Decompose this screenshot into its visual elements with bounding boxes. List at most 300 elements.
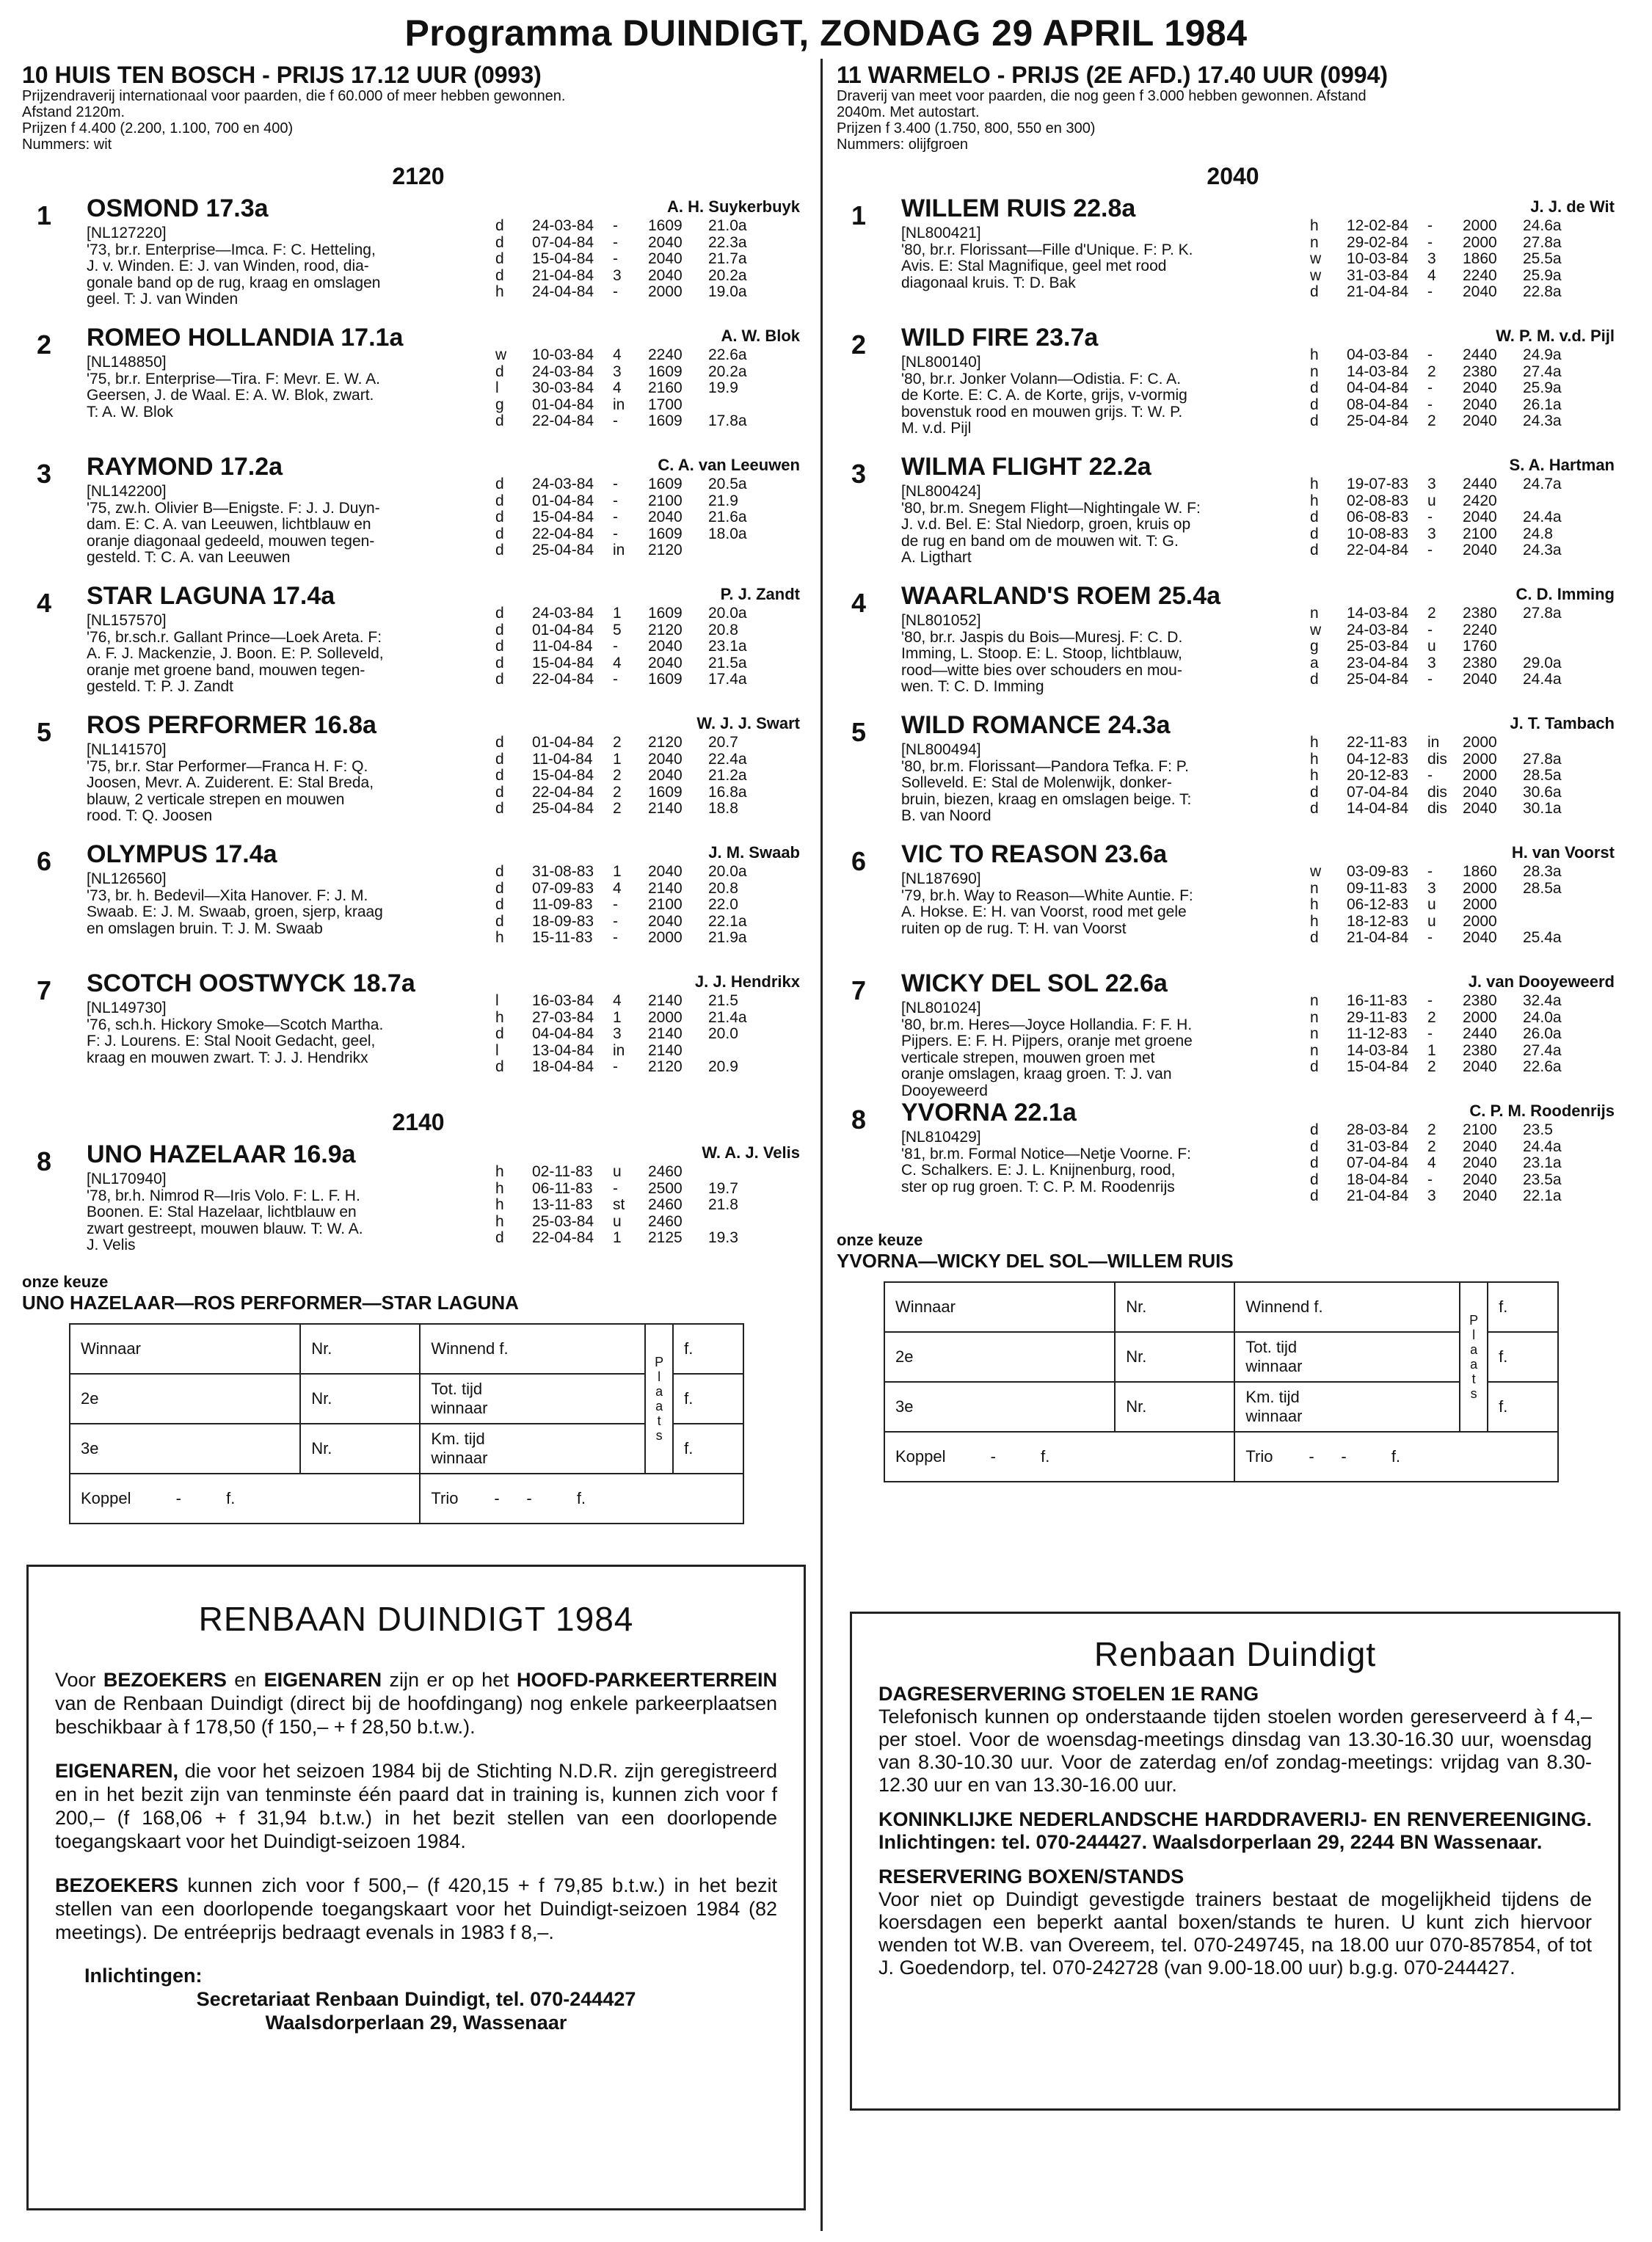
- result-cell: 19-07-83: [1347, 476, 1409, 492]
- result-cell: d: [495, 621, 504, 638]
- horse-info-line: Joosen, Mevr. A. Zuiderent. E: Stal Breda,: [87, 774, 374, 791]
- result-cell: h: [495, 929, 504, 946]
- horse-trainer: C. P. M. Roodenrijs: [1469, 1102, 1615, 1120]
- result-cell: 20.5a: [708, 476, 747, 492]
- horse-info-line: zwart gestreept, mouwen blauw. T: W. A.: [87, 1220, 363, 1237]
- result-cell: 07-04-84: [1347, 783, 1409, 801]
- result-cell: w: [1310, 621, 1322, 638]
- result-cell: 23.5: [1523, 1121, 1553, 1138]
- result-form-row: [70, 1424, 743, 1474]
- owners-paragraph: EIGENAREN, die voor het seizoen 1984 bij de Stichting N.D.R. zijn geregistreerd en in het bezit zijn van tenminste één paard dat in training is, kunnen zich voor f 200,– (f 168,06 + f 31,94 b.t.w.) in het bezit stellen van een doorlopende toegangskaart voor het Duindigt-seizoen 1984.: [55, 1760, 777, 1852]
- result-cell: 2100: [1463, 1121, 1497, 1138]
- result-cell: d: [495, 476, 504, 492]
- horse-info-line: gonale band op de rug, kraag en omslagen: [87, 274, 381, 291]
- horse-info-line: [NL800140]: [901, 354, 981, 371]
- seat-reservation: DAGRESERVERING STOELEN 1E RANG Telefonisch kunnen op onderstaande tijden stoelen worden gereserveerd à f 4,– per stoel. Voor de woensdag-meetings dinsdag van 13.30-16.30 uur, woensdag van 8.30-10.30 uur. Voor de zaterdag en/of zondag-meetings: vrijdag van 8.30-12.30 uur en van 13.30-16.00 uur.: [878, 1683, 1592, 1796]
- result-cell: 1: [613, 750, 622, 768]
- horse-info-line: ster op rug groen. T: C. P. M. Roodenrijs: [901, 1178, 1175, 1195]
- trio-label: Trio: [1245, 1447, 1273, 1466]
- result-cell: 2040: [648, 654, 683, 671]
- horse-info-line: wen. T: C. D. Imming: [901, 678, 1044, 695]
- horse-info-line: dam. E: C. A. van Leeuwen, lichtblauw en: [87, 516, 371, 533]
- race-description-line: Afstand 2120m.: [22, 104, 125, 120]
- result-cell: dis: [1427, 783, 1447, 801]
- horse-results: [1310, 218, 1633, 301]
- result-cell: 25.9a: [1523, 266, 1562, 284]
- horse-info: [901, 484, 1312, 567]
- result-cell: 04-04-84: [532, 1025, 594, 1042]
- result-cell: 20.8: [708, 879, 738, 897]
- result-cell: 2040: [648, 912, 683, 930]
- horse-entry: [22, 194, 815, 324]
- result-cell: 1609: [648, 605, 683, 622]
- result-cell: -: [1427, 767, 1433, 784]
- result-cell: 1609: [648, 525, 683, 542]
- result-cell: [1523, 914, 1604, 931]
- result-row: [495, 622, 818, 639]
- contact-line-1: Secretariaat Renbaan Duindigt, tel. 070-244427: [196, 1988, 636, 2010]
- result-cell: 31-03-84: [1347, 266, 1409, 284]
- koppel-label: Koppel: [895, 1447, 946, 1466]
- result-cell: 21-04-84: [1347, 1187, 1409, 1204]
- horse-results: [495, 218, 818, 301]
- result-row: [495, 509, 818, 526]
- result-cell: -: [613, 929, 618, 946]
- horse-trainer: A. W. Blok: [721, 327, 800, 345]
- result-cell: 07-04-84: [1347, 1154, 1409, 1171]
- result-row: [495, 881, 818, 898]
- result-row: [495, 671, 818, 688]
- result-cell: 31-03-84: [1347, 1138, 1409, 1155]
- result-cell: [708, 397, 789, 414]
- result-row: [1310, 735, 1633, 751]
- result-cell: 21.9: [708, 492, 738, 509]
- result-cell: 07-09-83: [532, 879, 594, 897]
- result-row: [1310, 1010, 1633, 1027]
- result-row: [1310, 397, 1633, 414]
- result-cell: 2460: [648, 1212, 683, 1230]
- result-row: [495, 1026, 818, 1043]
- race-description-line: 2040m. Met autostart.: [837, 104, 980, 120]
- result-cell: 2: [1427, 1008, 1436, 1026]
- result-cell: [1523, 638, 1604, 655]
- result-cell: 19.7: [708, 1179, 738, 1197]
- horse-info-line: Pijpers. E: F. H. Pijpers, oranje met groene: [901, 1033, 1193, 1049]
- horse-trainer: J. M. Swaab: [708, 843, 800, 862]
- plaats-letter: a: [655, 1399, 663, 1413]
- result-cell: g: [1310, 638, 1319, 655]
- result-cell: 19.9: [708, 379, 738, 396]
- race-description-line: Nummers: olijfgroen: [837, 137, 968, 153]
- result-row: [495, 785, 818, 801]
- horse-info-line: Dooyeweerd: [901, 1082, 988, 1099]
- result-cell: -: [613, 671, 618, 688]
- result-form-row: [884, 1332, 1558, 1382]
- result-cell: 2040: [648, 233, 683, 251]
- result-cell: 27.8a: [1523, 605, 1562, 622]
- horse-info-line: J. Velis: [87, 1237, 136, 1253]
- result-row: [495, 655, 818, 672]
- result-cell: u: [1427, 638, 1436, 655]
- result-cell: 2: [1427, 1058, 1436, 1075]
- result-cell: -: [1427, 509, 1433, 525]
- horse-info: [901, 354, 1312, 437]
- result-row: [1310, 785, 1633, 801]
- result-cell: 2040: [648, 750, 683, 768]
- box-reservation: RESERVERING BOXEN/STANDS Voor niet op Duindigt gevestigde trainers bestaat de mogelijkheid tijdens de koersdagen een beperkt aantal boxen/stands te huren. U kunt zich hiervoor wenden tot W.B. van Overeem, tel. 070-249745, na 18.00 uur 070-857854, of tot J. Goedendorp, tel. 070-242728 (van 9.00-18.00 uur) b.g.g. 070-244427.: [878, 1866, 1592, 1979]
- result-cell: 2120: [648, 621, 683, 638]
- contact-heading: Inlichtingen:: [84, 1965, 203, 1987]
- horse-number: 2: [37, 330, 52, 360]
- horse-number: 7: [851, 975, 867, 1005]
- result-cell: 2040: [1463, 671, 1497, 688]
- horse-info-line: F: J. Lourens. E: Stal Nooit Gedacht, geel,: [87, 1033, 376, 1049]
- result-cell: -: [1427, 217, 1433, 234]
- result-cell: d: [1310, 671, 1319, 688]
- plaats-letter: l: [658, 1369, 661, 1384]
- horse-results: [495, 605, 818, 688]
- horse-info-line: [NL141570]: [87, 741, 167, 758]
- result-cell: 13-04-84: [532, 1041, 594, 1059]
- horse-number: 1: [37, 200, 52, 230]
- result-cell: 18.0a: [708, 525, 747, 542]
- horse-info-line: Boonen. E: Stal Hazelaar, lichtblauw en: [87, 1204, 357, 1220]
- result-cell: g: [495, 396, 504, 413]
- result-cell: 30.1a: [1523, 800, 1562, 817]
- horse-info-line: oranje diagonaal gedeeld, mouwen tegen-: [87, 532, 375, 550]
- result-cell: 2380: [1463, 363, 1497, 380]
- result-row: [1310, 801, 1633, 818]
- result-cell: 24.3a: [1523, 542, 1562, 558]
- result-cell: 10-08-83: [1347, 525, 1409, 542]
- result-cell: 2040: [1463, 379, 1497, 396]
- result-cell: 30-03-84: [532, 379, 594, 396]
- horse-number: 6: [37, 846, 52, 876]
- result-cell: 21.0a: [708, 217, 747, 234]
- result-cell: 20-12-83: [1347, 767, 1409, 784]
- result-cell: [1523, 735, 1604, 751]
- horse-entry: [837, 969, 1629, 1099]
- result-cell: 4: [613, 992, 622, 1009]
- result-cell: 27.8a: [1523, 233, 1562, 251]
- horse-results: [1310, 476, 1633, 559]
- horse-info: [87, 871, 498, 937]
- result-cell: 3: [1427, 654, 1436, 671]
- horse-info-line: '78, br.h. Nimrod R—Iris Volo. F: L. F. H.: [87, 1187, 360, 1204]
- result-cell: h: [1310, 896, 1319, 913]
- result-cell: 29-11-83: [1347, 1008, 1408, 1026]
- horse-results: [495, 1164, 818, 1247]
- result-cell: 28.5a: [1523, 767, 1562, 784]
- result-cell: 23-04-84: [1347, 654, 1409, 671]
- result-cell: 4: [613, 879, 622, 897]
- horse-trainer: H. van Voorst: [1511, 843, 1615, 862]
- result-cell: d: [495, 525, 504, 542]
- result-row: [1310, 1188, 1633, 1205]
- horse-info-line: '80, br.r. Jaspis du Bois—Muresj. F: C. D.: [901, 628, 1183, 646]
- result-cell: 2140: [648, 1025, 683, 1042]
- result-cell: st: [613, 1196, 625, 1213]
- result-cell: -: [1427, 1025, 1433, 1042]
- koppel-amount: - f.: [945, 1447, 1050, 1466]
- result-row: [1310, 1026, 1633, 1043]
- result-cell: 14-03-84: [1347, 605, 1409, 622]
- result-cell: d: [1310, 783, 1319, 801]
- result-cell: 06-11-83: [532, 1179, 593, 1197]
- result-cell: 1: [613, 1008, 622, 1026]
- result-cell: 2040: [648, 266, 683, 284]
- result-row: [495, 1181, 818, 1198]
- result-cell: d: [495, 217, 504, 234]
- result-cell: 15-04-84: [1347, 1058, 1409, 1075]
- horse-info: [87, 613, 498, 696]
- result-cell: n: [1310, 992, 1319, 1009]
- horse-name: SCOTCH OOSTWYCK 18.7a: [87, 969, 415, 997]
- result-cell: h: [495, 1212, 504, 1230]
- result-cell: -: [613, 492, 618, 509]
- result-cell: h: [1310, 912, 1319, 930]
- result-cell: 15-04-84: [532, 767, 594, 784]
- result-cell: 2040: [648, 767, 683, 784]
- result-cell: u: [1427, 912, 1436, 930]
- result-cell: h: [495, 1008, 504, 1026]
- result-cell: 22.8a: [1523, 283, 1562, 300]
- result-cell: 16-11-83: [1347, 992, 1408, 1009]
- result-cell: 18-09-83: [532, 912, 594, 930]
- result-cell: 1860: [1463, 250, 1497, 267]
- horse-entry: [22, 969, 815, 1099]
- result-cell: 2000: [1463, 217, 1497, 234]
- race-description-line: Nummers: wit: [22, 137, 112, 153]
- result-cell: d: [495, 863, 504, 880]
- plaats-letter: a: [1470, 1342, 1478, 1357]
- result-cell: 22-04-84: [532, 412, 594, 429]
- horse-info-line: '81, br.m. Formal Notice—Netje Voorne. F:: [901, 1145, 1191, 1162]
- horse-name: OLYMPUS 17.4a: [87, 840, 277, 868]
- horse-info-line: '80, br.r. Jonker Volann—Odistia. F: C. A.: [901, 370, 1182, 387]
- horse-name: WAARLAND'S ROEM 25.4a: [901, 582, 1221, 610]
- result-cell: d: [495, 542, 504, 558]
- horse-results: [1310, 605, 1633, 688]
- horse-name: UNO HAZELAAR 16.9a: [87, 1140, 356, 1168]
- result-cell: 2120: [648, 542, 683, 558]
- result-cell: 06-08-83: [1347, 509, 1409, 525]
- horse-info-line: '79, br.h. Way to Reason—White Auntie. F:: [901, 887, 1193, 904]
- horse-results: [1310, 347, 1633, 430]
- plaats-letter: l: [1472, 1328, 1476, 1342]
- result-cell: 17.4a: [708, 671, 747, 688]
- result-form-bottom-row: [70, 1474, 743, 1524]
- result-row: [1310, 1172, 1633, 1189]
- result-cell: l: [495, 992, 499, 1009]
- result-cell: 24-03-84: [1347, 621, 1409, 638]
- result-row: [495, 1164, 818, 1181]
- result-cell: [708, 542, 789, 559]
- result-cell: h: [1310, 734, 1319, 751]
- result-row: [495, 1230, 818, 1247]
- plaats-letter: s: [655, 1428, 663, 1443]
- result-cell: 2040: [1463, 1058, 1497, 1075]
- result-cell: 25-03-84: [1347, 638, 1409, 655]
- result-cell: d: [1310, 1171, 1319, 1188]
- result-cell: 3: [1427, 879, 1436, 897]
- result-row: [495, 605, 818, 622]
- horse-info-line: verticale strepen, mouwen groen met: [901, 1049, 1155, 1066]
- renbaan-1984-box: [26, 1565, 806, 2210]
- result-cell: [708, 1164, 789, 1181]
- result-cell: 2040: [1463, 1187, 1497, 1204]
- horse-name: OSMOND 17.3a: [87, 194, 269, 222]
- plaats-letter: a: [655, 1384, 663, 1399]
- result-cell: 3: [613, 266, 622, 284]
- visitors-paragraph: BEZOEKERS kunnen zich voor f 500,– (f 420,15 + f 79,85 b.t.w.) in het bezit stellen van een doorlopende toegangskaart voor het Duindigt-seizoen 1984 (82 meetings). De entréeprijs bedraagt evenals in 1983 f 8,–.: [55, 1874, 777, 1943]
- result-row: [1310, 751, 1633, 768]
- result-cell: d: [495, 250, 504, 267]
- horse-name: WILLEM RUIS 22.8a: [901, 194, 1136, 222]
- result-form-field-line: winnaar: [431, 1449, 488, 1467]
- result-cell: 2040: [1463, 1171, 1497, 1188]
- result-row: [1310, 235, 1633, 252]
- horse-info-line: Solleveld. E: Stal de Molenwijk, donker-: [901, 774, 1172, 791]
- result-cell: d: [495, 671, 504, 688]
- result-cell: n: [1310, 879, 1319, 897]
- result-cell: -: [1427, 621, 1433, 638]
- result-cell: 04-04-84: [1347, 379, 1409, 396]
- result-cell: 2140: [648, 879, 683, 897]
- result-form-nr: Nr.: [1115, 1382, 1234, 1432]
- association-info: KONINKLIJKE NEDERLANDSCHE HARDDRAVERIJ- EN RENVEREENIGING. Inlichtingen: tel. 070-244427. Waalsdorperlaan 29, 2244 BN Wassenaar.: [878, 1808, 1592, 1853]
- result-cell: 01-04-84: [532, 621, 594, 638]
- horse-info: [87, 1000, 498, 1066]
- result-cell: u: [1427, 896, 1436, 913]
- result-cell: d: [495, 509, 504, 525]
- horse-info-line: geel. T: J. van Winden: [87, 291, 239, 307]
- horse-info-line: '80, br.m. Snegem Flight—Nightingale W. F:: [901, 499, 1201, 517]
- result-cell: 20.2a: [708, 363, 747, 380]
- result-row: [1310, 1059, 1633, 1076]
- horse-number: 5: [851, 717, 867, 747]
- horse-results: [495, 864, 818, 947]
- result-cell: -: [1427, 1171, 1433, 1188]
- result-row: [495, 768, 818, 785]
- onze-keuze-picks: YVORNA—WICKY DEL SOL—WILLEM RUIS: [837, 1250, 1234, 1272]
- horse-info: [901, 225, 1312, 291]
- result-cell: 2460: [648, 1196, 683, 1213]
- result-form-field-line: Km. tijd: [1245, 1388, 1300, 1406]
- horse-results: [495, 735, 818, 818]
- horse-entry: [837, 582, 1629, 711]
- horse-info-line: bruin, biezen, kraag en omslagen beige. T:: [901, 790, 1192, 808]
- result-cell: 07-04-84: [532, 233, 594, 251]
- horse-entry: [22, 1140, 815, 1270]
- result-form-amount: f.: [1488, 1332, 1558, 1382]
- contact-line-2: Waalsdorperlaan 29, Wassenaar: [265, 2012, 567, 2034]
- result-row: [495, 1214, 818, 1231]
- result-cell: 2100: [648, 492, 683, 509]
- horse-info: [87, 225, 498, 308]
- result-cell: -: [613, 1058, 618, 1075]
- result-cell: 1: [613, 863, 622, 880]
- horse-info: [87, 742, 498, 825]
- result-row: [495, 1043, 818, 1060]
- result-cell: 01-04-84: [532, 734, 594, 751]
- horse-info: [87, 484, 498, 567]
- result-form-table: [69, 1323, 744, 1524]
- result-cell: h: [495, 283, 504, 300]
- result-row: [495, 1197, 818, 1214]
- trio-label: Trio: [431, 1489, 459, 1507]
- result-cell: in: [1427, 734, 1440, 751]
- result-cell: 11-04-84: [532, 750, 593, 768]
- horse-info-line: [NL810429]: [901, 1129, 981, 1146]
- result-cell: in: [613, 542, 625, 558]
- horse-info-line: A. Hokse. E: H. van Voorst, rood met gele: [901, 903, 1187, 920]
- result-cell: -: [613, 217, 618, 234]
- result-cell: -: [613, 283, 618, 300]
- result-cell: 02-11-83: [532, 1163, 593, 1180]
- horse-info-line: B. van Noord: [901, 807, 991, 824]
- result-cell: 3: [1427, 250, 1436, 267]
- result-cell: 26.0a: [1523, 1025, 1562, 1042]
- result-cell: 20.0a: [708, 863, 747, 880]
- result-cell: 17.8a: [708, 412, 747, 429]
- horse-name: WILD FIRE 23.7a: [901, 324, 1099, 352]
- result-row: [495, 914, 818, 931]
- result-cell: 21.5: [708, 992, 738, 1009]
- result-cell: 14-04-84: [1347, 800, 1409, 817]
- result-cell: 24.8: [1523, 525, 1553, 542]
- result-cell: 2120: [648, 1058, 683, 1075]
- horse-info-line: '80, br.m. Heres—Joyce Hollandia. F: F. H.: [901, 1016, 1193, 1033]
- result-row: [495, 493, 818, 510]
- result-cell: d: [495, 605, 504, 622]
- horse-info-line: ruiten op de rug. T: H. van Voorst: [901, 920, 1127, 937]
- result-cell: 24-04-84: [532, 283, 594, 300]
- result-cell: in: [613, 396, 625, 413]
- result-cell: h: [1310, 492, 1319, 509]
- result-cell: 1760: [1463, 638, 1497, 655]
- result-cell: 4: [613, 379, 622, 396]
- box-title: Renbaan Duindigt: [1094, 1635, 1377, 1673]
- result-form-place: 2e: [884, 1332, 1115, 1382]
- horse-trainer: J. T. Tambach: [1510, 714, 1615, 732]
- result-row: [1310, 1139, 1633, 1156]
- result-cell: 2040: [648, 863, 683, 880]
- result-cell: 11-09-83: [532, 896, 593, 913]
- result-row: [1310, 638, 1633, 655]
- result-cell: -: [613, 412, 618, 429]
- horse-number: 4: [37, 588, 52, 618]
- result-cell: 20.0a: [708, 605, 747, 622]
- result-cell: 02-08-83: [1347, 492, 1409, 509]
- horse-name: STAR LAGUNA 17.4a: [87, 582, 335, 610]
- horse-info-line: '76, sch.h. Hickory Smoke—Scotch Martha.: [87, 1016, 384, 1033]
- result-row: [1310, 493, 1633, 510]
- result-cell: 22.1a: [708, 912, 747, 930]
- horse-info-line: T: A. W. Blok: [87, 403, 173, 421]
- horse-info-line: [NL149730]: [87, 1000, 167, 1016]
- result-cell: n: [1310, 363, 1319, 380]
- horse-info-line: '80, br.r. Florissant—Fille d'Unique. F: P. K.: [901, 241, 1193, 258]
- horse-info-line: [NL127220]: [87, 225, 167, 241]
- result-cell: 03-09-83: [1347, 863, 1409, 880]
- result-cell: 30.6a: [1523, 783, 1562, 801]
- result-cell: 24.7a: [1523, 476, 1562, 492]
- result-cell: 1700: [648, 396, 683, 413]
- result-cell: 31-08-83: [532, 863, 594, 880]
- horse-info-line: diagonaal kruis. T: D. Bak: [901, 274, 1076, 291]
- result-cell: d: [1310, 396, 1319, 413]
